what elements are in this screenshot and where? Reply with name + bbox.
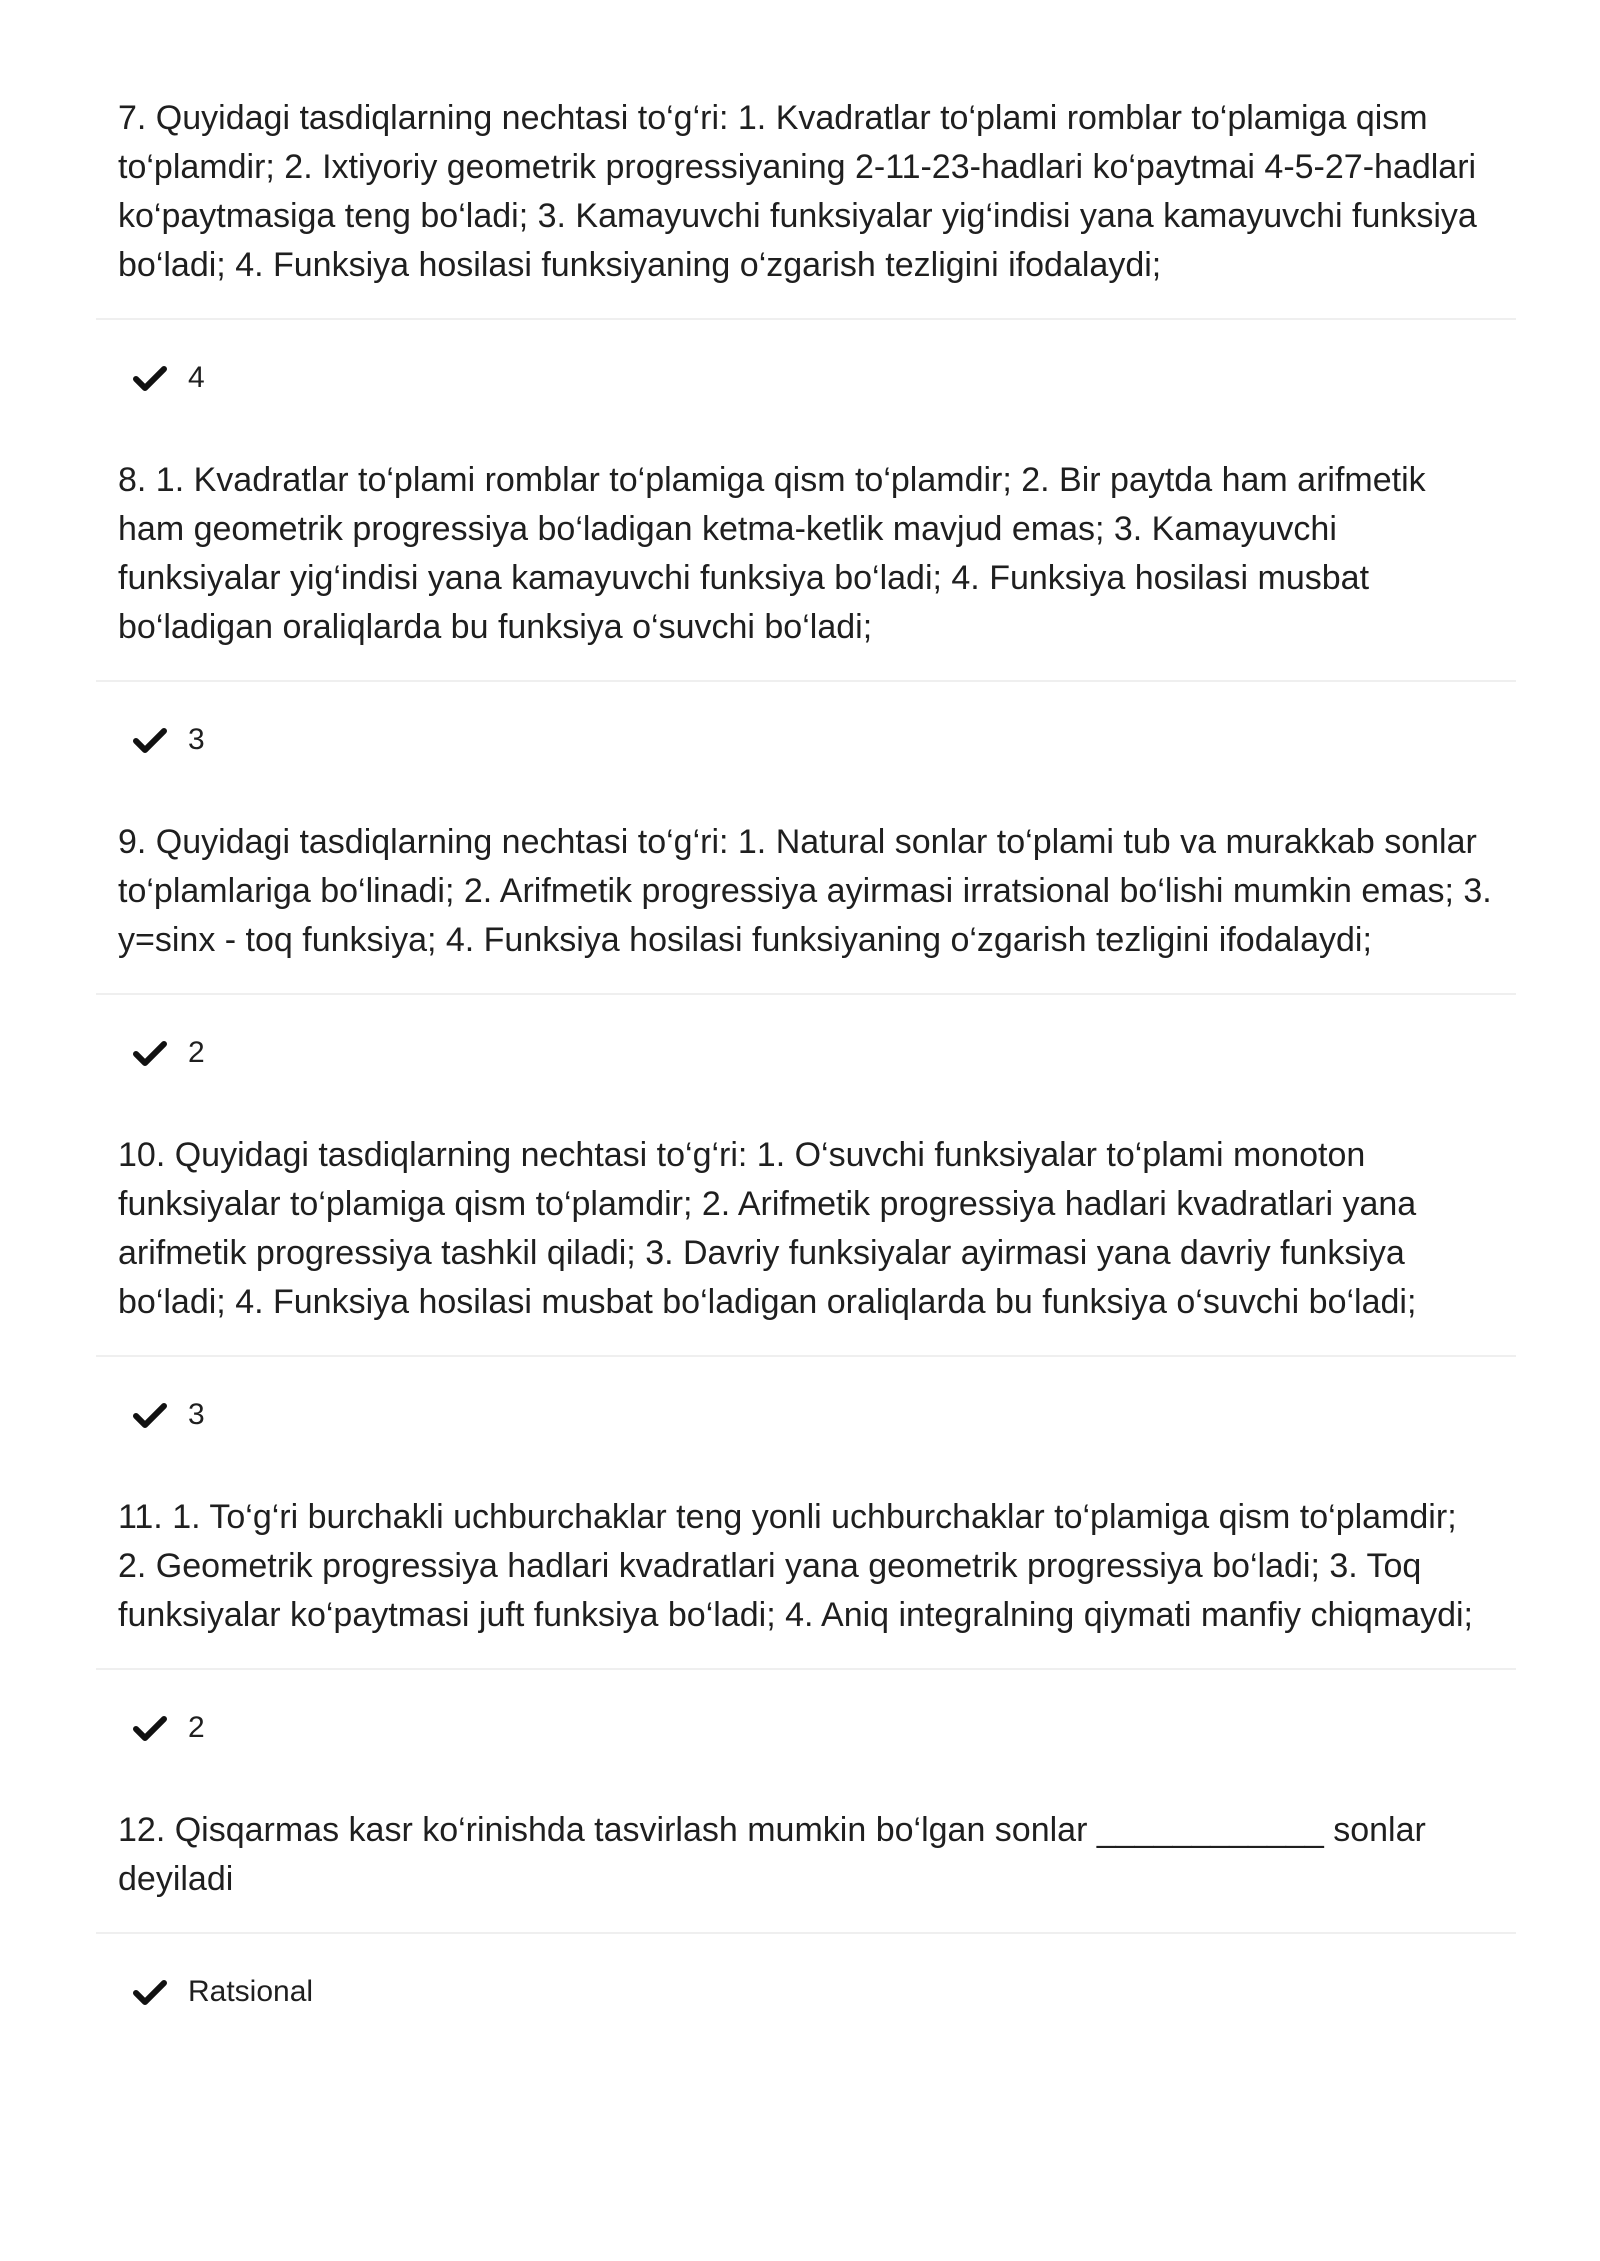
- question-item-9: [96, 798, 1516, 1089]
- correct-answer: [96, 1379, 1516, 1451]
- question-text: 9. Quyidagi tasdiqlarning nechtasi to‘g‘ri: 1. Natural sonlar to‘plami tub va murakkab sonlar to‘plamlariga bo‘linadi; 2. Arifmetik progressiya ayirmasi irratsional bo‘lishi mumkin emas; 3. y=sinx - toq funksiya; 4. Funksiya hosilasi funksiyaning o‘zgarish tezligini ifodalaydi;: [96, 798, 1516, 995]
- answer-text: 3: [188, 723, 205, 756]
- correct-answer: [96, 704, 1516, 776]
- question-text: 11. 1. To‘g‘ri burchakli uchburchaklar teng yonli uchburchaklar to‘plamiga qism to‘plamdir; 2. Geometrik progressiya hadlari kvadratlari yana geometrik progressiya bo‘ladi; 3. Toq funksiyalar ko‘paytmasi juft funksiya bo‘ladi; 4. Aniq integralning qiymati manfiy chiqmaydi;: [96, 1473, 1516, 1670]
- correct-answer: [96, 1692, 1516, 1764]
- answer-text: Ratsional: [188, 1975, 314, 2008]
- question-text: 8. 1. Kvadratlar to‘plami romblar to‘plamiga qism to‘plamdir; 2. Bir paytda ham arifmetik ham geometrik progressiya bo‘ladigan ketma-ketlik mavjud emas; 3. Kamayuvchi funksiyalar yig‘indisi yana kamayuvchi funksiya bo‘ladi; 4. Funksiya hosilasi musbat bo‘ladigan oraliqlarda bu funksiya o‘suvchi bo‘ladi;: [96, 436, 1516, 682]
- question-text: 12. Qisqarmas kasr ko‘rinishda tasvirlash mumkin bo‘lgan sonlar ____________ sonlar deyiladi: [96, 1786, 1516, 1934]
- question-item-10: [96, 1111, 1516, 1451]
- correct-answer: [96, 1956, 1516, 2028]
- answer-text: 2: [188, 1711, 205, 1744]
- question-item-11: [96, 1473, 1516, 1764]
- question-text: 7. Quyidagi tasdiqlarning nechtasi to‘g‘ri: 1. Kvadratlar to‘plami romblar to‘plamiga qism to‘plamdir; 2. Ixtiyoriy geometrik progressiyaning 2-11-23-hadlari ko‘paytmai 4-5-27-hadlari ko‘paytmasiga teng bo‘ladi; 3. Kamayuvchi funksiyalar yig‘indisi yana kamayuvchi funksiya bo‘ladi; 4. Funksiya hosilasi funksiyaning o‘zgarish tezligini ifodalaydi;: [96, 74, 1516, 320]
- question-list: [96, 74, 1516, 2050]
- answer-text: 4: [188, 361, 205, 394]
- answer-text: 3: [188, 1398, 205, 1431]
- answer-text: 2: [188, 1036, 205, 1069]
- check-icon: [130, 358, 170, 398]
- check-icon: [130, 1395, 170, 1435]
- question-item-12: [96, 1786, 1516, 2028]
- correct-answer: [96, 342, 1516, 414]
- check-icon: [130, 1972, 170, 2012]
- check-icon: [130, 1708, 170, 1748]
- correct-answer: [96, 1017, 1516, 1089]
- check-icon: [130, 720, 170, 760]
- question-text: 10. Quyidagi tasdiqlarning nechtasi to‘g‘ri: 1. O‘suvchi funksiyalar to‘plami monoton funksiyalar to‘plamiga qism to‘plamdir; 2. Arifmetik progressiya hadlari kvadratlari yana arifmetik progressiya tashkil qiladi; 3. Davriy funksiyalar ayirmasi yana davriy funksiya bo‘ladi; 4. Funksiya hosilasi musbat bo‘ladigan oraliqlarda bu funksiya o‘suvchi bo‘ladi;: [96, 1111, 1516, 1357]
- question-item-7: [96, 74, 1516, 414]
- question-item-8: [96, 436, 1516, 776]
- check-icon: [130, 1033, 170, 1073]
